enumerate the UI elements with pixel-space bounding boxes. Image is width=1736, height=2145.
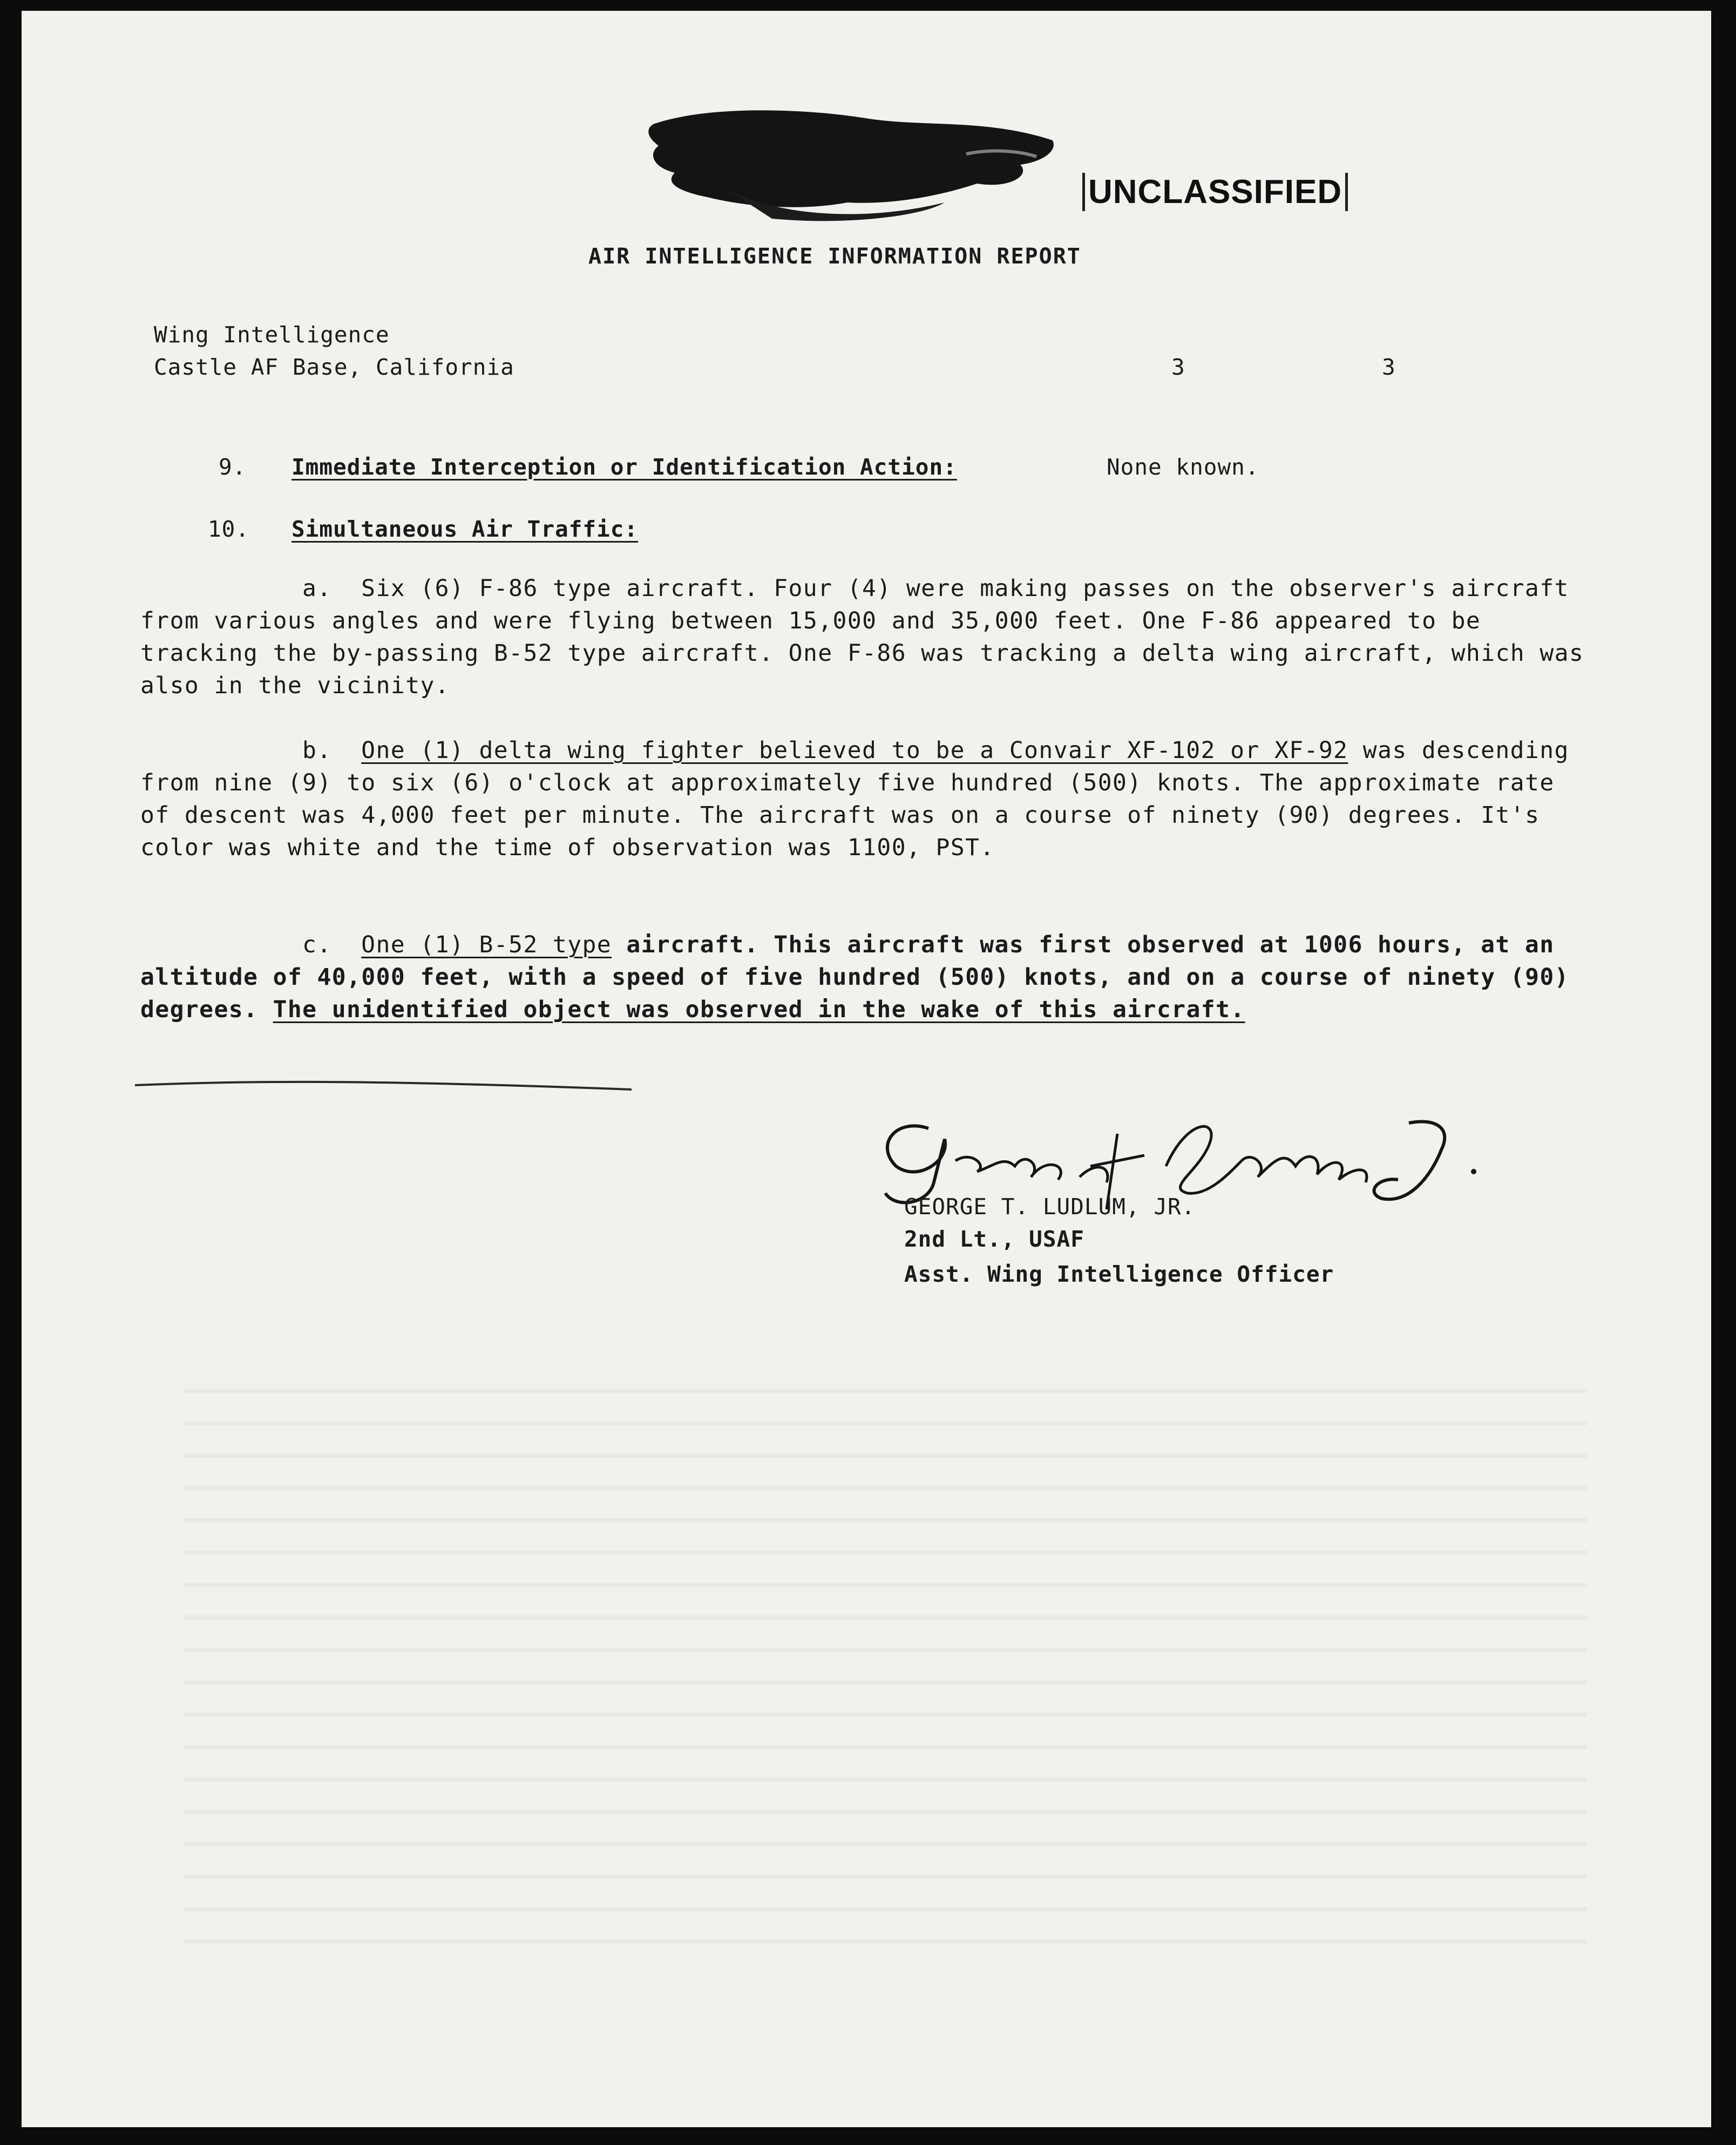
- redaction-mark: [642, 103, 1063, 227]
- signer-rank: 2nd Lt., USAF: [904, 1226, 1084, 1252]
- classification-stamp: UNCLASSIFIED: [1082, 173, 1348, 211]
- document-page: [22, 11, 1711, 2127]
- paragraph-c: [140, 929, 1587, 1026]
- signer-name: GEORGE T. LUDLUM, JR.: [904, 1194, 1196, 1220]
- section-9-heading: Immediate Interception or Identification Action:: [291, 454, 957, 480]
- hand-underline: [130, 1074, 642, 1096]
- paragraph-b-underlined: One (1) delta wing fighter believed to be a Convair XF-102 or XF-92: [361, 737, 1348, 764]
- paragraph-a-label: a.: [302, 575, 332, 602]
- section-10-heading: Simultaneous Air Traffic:: [291, 516, 639, 542]
- origin-base: Castle AF Base, California: [154, 354, 514, 380]
- section-10-number: 10.: [208, 516, 250, 542]
- paragraph-c-underlined: One (1) B-52 type: [361, 931, 612, 958]
- report-title: AIR INTELLIGENCE INFORMATION REPORT: [588, 244, 1081, 269]
- origin-unit: Wing Intelligence: [154, 322, 390, 348]
- signer-title: Asst. Wing Intelligence Officer: [904, 1261, 1334, 1287]
- paragraph-b-label: b.: [302, 737, 332, 764]
- paragraph-c-label: c.: [302, 931, 332, 958]
- section-9-number: 9.: [219, 454, 247, 480]
- paragraph-a: [140, 572, 1587, 702]
- bleed-through-texture: [184, 1361, 1587, 1954]
- page-count: 3: [1382, 354, 1396, 380]
- paragraph-a-text: Six (6) F-86 type aircraft. Four (4) were making passes on the observer's aircraft from various angles and were flying between 15,000 and 35,000 feet. One F-86 appeared to be tracking the by-passing B-52 type aircraft. One F-86 was tracking a delta wing aircraft, which was also in the vicinity.: [140, 575, 1584, 699]
- paragraph-b-text: was descending from nine (9) to six (6) o'clock at approximately five hundred (500) knots. The approximate rate of descent was 4,000 feet per minute. The aircraft was on a course of ninety (90) degrees. It's color was white and the time of observation was 1100, PST.: [140, 737, 1569, 861]
- section-9-value: None known.: [1107, 454, 1259, 480]
- paragraph-c-text: aircraft. This aircraft was first observed at 1006 hours, at an altitude of 40,000 feet, with a speed of five hundred (500) knots, and on a course of ninety (90) degrees.: [140, 931, 1569, 1023]
- page-number: 3: [1171, 354, 1185, 380]
- paragraph-c-underlined-2: The unidentified object was observed in the wake of this aircraft.: [273, 996, 1245, 1023]
- paragraph-b: [140, 734, 1587, 864]
